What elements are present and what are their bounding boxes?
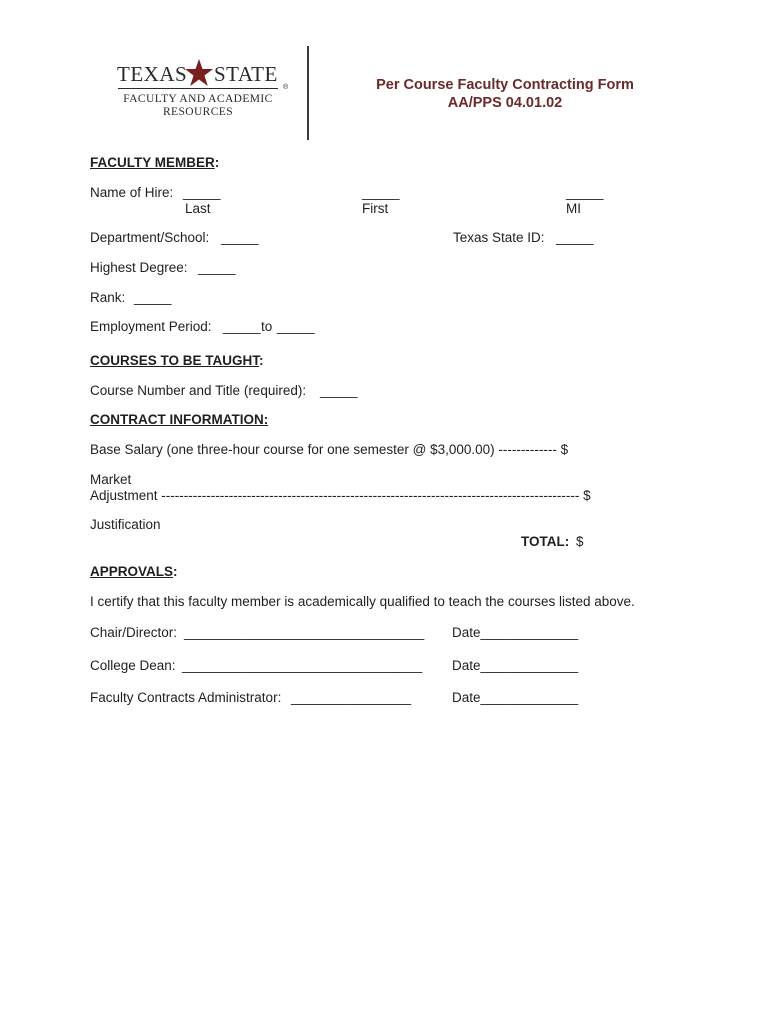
form-title-line1: Per Course Faculty Contracting Form	[376, 77, 634, 93]
mi-caption: MI	[566, 201, 581, 216]
texas-state-id-field[interactable]: _____	[556, 230, 594, 245]
middle-initial-field[interactable]: _____	[566, 185, 604, 200]
total-label: TOTAL:	[521, 534, 570, 549]
logo-underline	[118, 88, 278, 89]
chair-date-field[interactable]: Date_____________	[452, 625, 579, 640]
adjustment-line: Adjustment --------------------------------------------------------------------------------------------- $	[90, 488, 591, 503]
department-field[interactable]: _____	[221, 230, 259, 245]
highest-degree-field[interactable]: _____	[198, 260, 236, 275]
logo-subtitle	[113, 93, 283, 119]
logo-subtitle-line1: FACULTY AND ACADEMIC	[123, 93, 273, 105]
market-label: Market	[90, 472, 132, 487]
first-caption: First	[362, 201, 389, 216]
logo-subtitle-line2: RESOURCES	[162, 106, 234, 118]
rank-field[interactable]: _____	[134, 290, 172, 305]
employment-end-field[interactable]: _____	[277, 319, 315, 334]
college-dean-signature-line[interactable]: ________________________________	[182, 658, 423, 673]
form-policy-number: AA/PPS 04.01.02	[447, 95, 563, 111]
contract-information-heading: CONTRACT INFORMATION:	[90, 412, 269, 427]
form-title	[355, 76, 655, 112]
chair-director-label: Chair/Director:	[90, 625, 178, 640]
certify-statement: I certify that this faculty member is academically qualified to teach the courses listed above.	[90, 594, 635, 609]
logo-word-texas: TEXAS	[117, 62, 188, 86]
employment-period-label: Employment Period:	[90, 319, 212, 334]
courses-heading: COURSES TO BE TAUGHT:	[90, 353, 264, 368]
admin-date-field[interactable]: Date_____________	[452, 690, 579, 705]
faculty-contracts-admin-signature-line[interactable]: ________________	[291, 690, 412, 705]
dean-date-field[interactable]: Date_____________	[452, 658, 579, 673]
base-salary-line: Base Salary (one three-hour course for one semester @ $3,000.00) ------------- $	[90, 442, 569, 457]
course-number-title-label: Course Number and Title (required):	[90, 383, 307, 398]
course-number-title-field[interactable]: _____	[320, 383, 358, 398]
registered-mark-icon: ®	[283, 84, 289, 91]
texas-state-id-label: Texas State ID:	[453, 230, 545, 245]
header-divider	[307, 46, 309, 140]
employment-to-word: to	[261, 319, 273, 334]
name-of-hire-label: Name of Hire:	[90, 185, 174, 200]
employment-start-field[interactable]: _____	[223, 319, 261, 334]
highest-degree-label: Highest Degree:	[90, 260, 188, 275]
last-caption: Last	[185, 201, 211, 216]
approvals-heading: APPROVALS:	[90, 564, 178, 579]
faculty-member-heading: FACULTY MEMBER:	[90, 155, 220, 170]
rank-label: Rank:	[90, 290, 126, 305]
last-name-field[interactable]: _____	[183, 185, 221, 200]
total-currency: $	[576, 534, 584, 549]
department-label: Department/School:	[90, 230, 210, 245]
college-dean-label: College Dean:	[90, 658, 176, 673]
justification-label: Justification	[90, 517, 161, 532]
logo-word-state: STATE	[214, 62, 278, 86]
first-name-field[interactable]: _____	[362, 185, 400, 200]
chair-director-signature-line[interactable]: ________________________________	[184, 625, 425, 640]
faculty-contracts-admin-label: Faculty Contracts Administrator:	[90, 690, 282, 705]
star-icon	[184, 58, 214, 88]
